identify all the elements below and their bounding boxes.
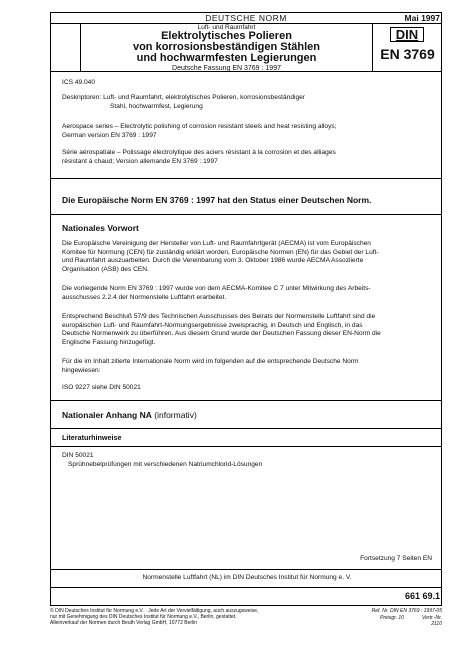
paragraph-line: Komitee für Normung (CEN) für zuständig erklärt worden, Europäische Normen (EN) für das Gebiet der Luft- bbox=[62, 248, 379, 256]
french-title bbox=[62, 149, 432, 166]
document-code: 661 69.1 bbox=[404, 591, 440, 601]
divider bbox=[50, 587, 442, 588]
status-statement: Die Europäische Norm EN 3769 : 1997 hat den Status einer Deutschen Norm. bbox=[62, 195, 372, 205]
literature-entry-code: DIN 50021 bbox=[62, 452, 94, 459]
title-line-1: Elektrolytisches Polieren bbox=[161, 30, 292, 42]
divider bbox=[50, 178, 442, 179]
continuation-note: Fortsetzung 7 Seiten EN bbox=[360, 555, 432, 562]
issue-date: Mai 1997 bbox=[404, 13, 440, 23]
annex-heading-title: Nationaler Anhang NA bbox=[62, 410, 152, 420]
french-title-line-2: résistant à chaud; Version allemande EN 3769 : 1997 bbox=[62, 157, 218, 165]
french-title-line-1: Série aérospatiale – Polissage électrolytique des aciers résistant à la corrosion et des alliages bbox=[62, 149, 336, 156]
paragraph-line: europäischen Luft- und Raumfahrt-Normungsergebnisse zweisprachig, in Deutsch und Englisch, in das bbox=[62, 321, 363, 329]
paragraph-line: Für die im Inhalt zitierte Internationale Norm wird im folgenden auf die entsprechende Deutsche Norm bbox=[62, 358, 359, 365]
ics-code: ICS 49.040 bbox=[62, 79, 95, 86]
annex-heading bbox=[62, 410, 432, 420]
norm-label: DEUTSCHE NORM bbox=[205, 13, 287, 23]
footer bbox=[50, 606, 442, 642]
descriptors-label: Deskriptoren: bbox=[62, 94, 102, 101]
divider bbox=[50, 446, 442, 447]
copyright-line: © DIN Deutsches Institut für Normung e.V. · Jede Art der Vervielfältigung, auch auszugsweise, bbox=[50, 608, 259, 614]
title-line-3: und hochwarmfesten Legierungen bbox=[136, 52, 317, 64]
copyright-line: Alleinverkauf der Normen durch Beuth Verlag GmbH, 10772 Berlin bbox=[50, 620, 198, 626]
english-title-line-2: German version EN 3769 : 1997 bbox=[62, 131, 157, 139]
title-subtitle: Luft- und Raumfahrt bbox=[197, 24, 256, 31]
divider bbox=[50, 569, 442, 570]
literature-entry bbox=[62, 452, 432, 469]
copyright-line: nur mit Genehmigung des DIN Deutsches Institut für Normung e.V., Berlin, gestattet. bbox=[50, 614, 237, 620]
paragraph-line: Deutsche Normenwerk zu überführen. Aus diesem Grund wurde der Deutschen Fassung dieser EN-Norm die bbox=[62, 330, 381, 338]
paragraph-line: ausschusses 2.2.4 der Normenstelle Luftfahrt erarbeitet. bbox=[62, 293, 227, 301]
descriptors-line-2: Stahl, hochwarmfest, Legierung bbox=[110, 102, 203, 110]
descriptors-line-1: Luft- und Raumfahrt, elektrolytisches Polieren, korrosionsbeständiger bbox=[103, 94, 306, 101]
divider bbox=[50, 214, 442, 215]
paragraph-line: Die vorliegende Norm EN 3769 : 1997 wurde von dem AECMA-Komitee C 7 unter Mitwirkung des Arbeits- bbox=[62, 285, 371, 292]
paragraph-line: und Raumfahrt auszuarbeiten. Durch die Vereinbarung vom 3. Oktober 1986 wurde AECMA Assoziierte bbox=[62, 257, 364, 265]
price-group: Preisgr. 10 bbox=[380, 615, 404, 621]
standard-number: EN 3769 bbox=[380, 46, 435, 62]
literature-entry-title: Sprühnebelprüfungen mit verschiedenen Natriumchlorid-Lösungen bbox=[68, 460, 263, 468]
national-foreword-heading: Nationales Vorwort bbox=[62, 223, 139, 233]
din-logo: DIN bbox=[390, 27, 424, 42]
foreword-paragraph-3 bbox=[62, 313, 432, 347]
annex-heading-note: (informativ) bbox=[154, 410, 197, 420]
title-line-2: von korrosionsbeständigen Stählen bbox=[132, 41, 321, 53]
paragraph-line: hingewiesen: bbox=[62, 366, 101, 374]
paragraph-line: Organisation (ASB) des CEN. bbox=[62, 265, 149, 273]
english-title-line-1: Aerospace series – Electrolytic polishing of corrosion resistant steels and heat resisting alloys; bbox=[62, 123, 337, 130]
descriptors bbox=[62, 94, 432, 111]
english-title bbox=[62, 123, 432, 140]
literature-heading: Literaturhinweise bbox=[62, 433, 122, 442]
foreword-paragraph-4 bbox=[62, 358, 432, 375]
reference-number: Ref. Nr. DIN EN 3769 : 1997-05 bbox=[371, 608, 442, 614]
foreword-paragraph-1 bbox=[62, 240, 432, 274]
reference-iso-din: ISO 9227 siehe DIN 50021 bbox=[62, 384, 141, 391]
publisher: Normenstelle Luftfahrt (NL) im DIN Deutsches Institut für Normung e. V. bbox=[142, 574, 352, 581]
divider bbox=[50, 428, 442, 429]
copyright bbox=[50, 608, 320, 626]
title-version: Deutsche Fassung EN 3769 : 1997 bbox=[172, 65, 281, 72]
vertr-number: Vertr.-Nr. 2110 bbox=[422, 615, 442, 627]
foreword-paragraph-2 bbox=[62, 285, 432, 302]
paragraph-line: Die Europäische Vereinigung der Hersteller von Luft- und Raumfahrtgerät (AECMA) ist vom Europäischen bbox=[62, 240, 371, 247]
paragraph-line: Entsprechend Beschluß 57/9 des Technischen Ausschusses des Beirats der Normenstelle Luftfahrt sind die bbox=[62, 313, 376, 320]
divider bbox=[50, 400, 442, 401]
paragraph-line: Englische Fassung hinzugefügt. bbox=[62, 338, 156, 346]
